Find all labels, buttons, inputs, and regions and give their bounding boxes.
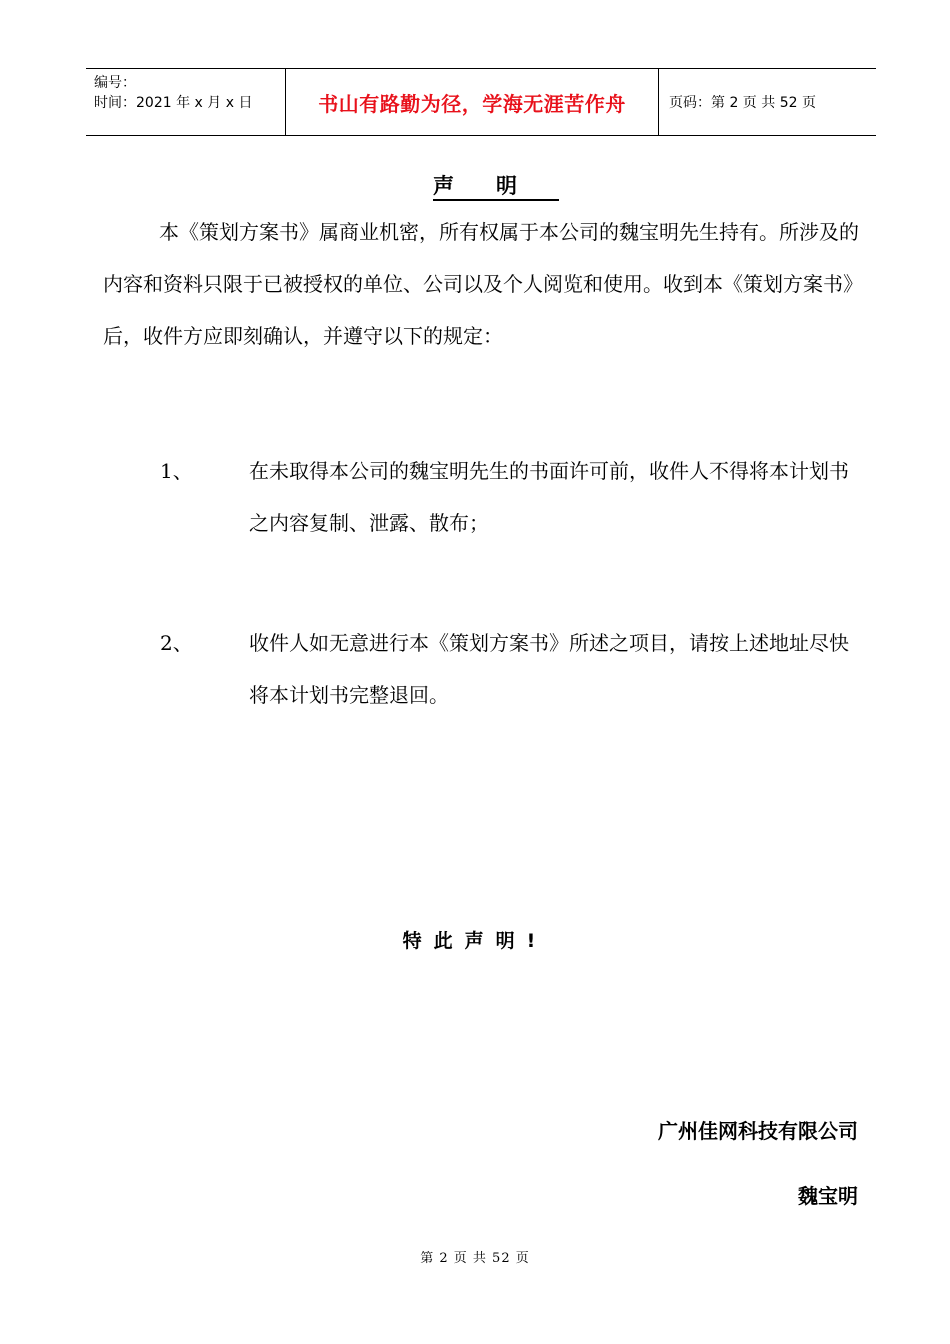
signatory-name: 魏宝明 [798, 1184, 858, 1208]
title-text: 声明 [433, 174, 559, 198]
header-meta-cell [86, 69, 286, 135]
list-item-text: 收件人如无意进行本《策划方案书》所述之项目，请按上述地址尽快将本计划书完整退回。 [249, 631, 849, 707]
list-item-number: 2、 [160, 631, 193, 655]
date-label: 时间：2021 年 x 月 x 日 [94, 95, 253, 111]
closing-statement: 特此声明! [402, 930, 548, 952]
page-header [86, 68, 876, 136]
serial-number-label: 编号： [94, 75, 136, 91]
header-page-info: 页码：第 2 页 共 52 页 [669, 95, 816, 111]
company-name: 广州佳网科技有限公司 [658, 1119, 858, 1143]
intro-paragraph: 本《策划方案书》属商业机密，所有权属于本公司的魏宝明先生持有。所涉及的内容和资料只限于已被授权的单位、公司以及个人阅览和使用。收到本《策划方案书》后，收件方应即刻确认，并遵守以下的规定： [103, 220, 863, 348]
page-footer: 第 2 页 共 52 页 [420, 1251, 530, 1266]
list-item-text: 在未取得本公司的魏宝明先生的书面许可前，收件人不得将本计划书之内容复制、泄露、散布； [249, 459, 849, 535]
list-item-number: 1、 [160, 459, 193, 483]
document-title [0, 170, 950, 200]
header-motto: 书山有路勤为径，学海无涯苦作舟 [286, 69, 659, 135]
